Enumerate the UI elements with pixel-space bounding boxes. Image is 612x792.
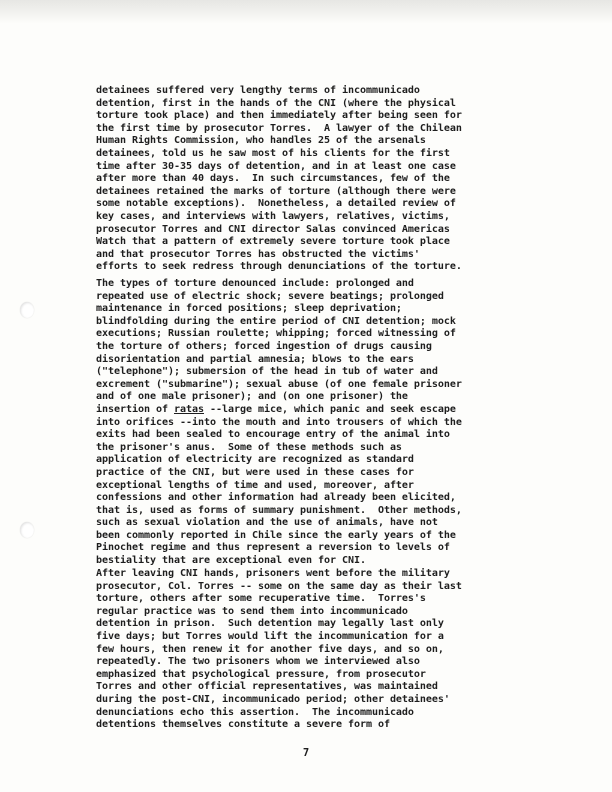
text-line: insertion of ratas --large mice, which panic and seek escape — [96, 403, 456, 415]
text-line: application of electricity are recognized as standard — [96, 454, 414, 466]
text-line: confessions and other information had already been elicited, — [96, 492, 456, 504]
text-line: executions; Russian roulette; whipping; forced witnessing of — [96, 328, 456, 340]
page-number: 7 — [302, 747, 310, 759]
text-line: torture took place) and then immediately after being seen for — [96, 110, 462, 122]
text-line: detainees, told us he saw most of his clients for the first — [96, 147, 450, 159]
text-line: torture, others after some recuperative time. Torres's — [96, 593, 426, 605]
text-line: After leaving CNI hands, prisoners went before the military — [96, 568, 450, 579]
text-line: regular practice was to send them into incommunicado — [96, 605, 408, 617]
text-line: time after 30-35 days of detention, and in at least one case — [96, 160, 456, 172]
text-line: ("telephone"); submersion of the head in tub of water and — [96, 366, 438, 378]
text-line: exits had been sealed to encourage entry of the animal into — [96, 429, 450, 441]
paragraph-incommunicado-detention — [96, 85, 570, 274]
text-line: repeated use of electric shock; severe beatings; prolonged — [96, 290, 444, 302]
text-line: and of one male prisoner); and (on one prisoner) the — [96, 391, 408, 403]
scan-top-edge — [0, 0, 612, 24]
text-line: detention in prison. Such detention may legally last only — [96, 618, 444, 630]
text-line: The types of torture denounced include: prolonged and — [96, 278, 414, 289]
text-line: efforts to seek redress through denunciations of the torture. — [96, 261, 462, 273]
text-line: and that prosecutor Torres has obstructed the victims' — [96, 248, 420, 260]
text-line: denunciations echo this assertion. The incommunicado — [96, 706, 414, 718]
paragraph-after-cni — [96, 568, 570, 732]
text-line: prosecutor, Col. Torres -- some on the same day as their last — [96, 580, 462, 592]
text-line: few hours, then renew it for another five days, and so on, — [96, 643, 444, 655]
text-line: excrement ("submarine"); sexual abuse (of one female prisoner — [96, 378, 462, 390]
text-line: maintenance in forced positions; sleep deprivation; — [96, 303, 402, 315]
punch-hole-upper — [20, 302, 34, 318]
text-line: detainees retained the marks of torture (although there were — [96, 185, 456, 197]
text-line: bestiality that are exceptional even for CNI. — [96, 555, 366, 567]
text-line: key cases, and interviews with lawyers, relatives, victims, — [96, 210, 450, 222]
text-line: the torture of others; forced ingestion of drugs causing — [96, 340, 432, 352]
text-line: that is, used as forms of summary punishment. Other methods, — [96, 504, 462, 516]
underlined-word-ratas: ratas — [173, 403, 204, 415]
text-line: emphasized that psychological pressure, from prosecutor — [96, 668, 426, 680]
text-line: the first time by prosecutor Torres. A lawyer of the Chilean — [96, 122, 462, 134]
text-line: Watch that a pattern of extremely severe torture took place — [96, 236, 450, 248]
text-line: Pinochet regime and thus represent a reversion to levels of — [96, 542, 450, 554]
text-line: into orifices --into the mouth and into trousers of which the — [96, 416, 462, 428]
text-line: exceptional lengths of time and used, moreover, after — [96, 479, 414, 491]
text-line: after more than 40 days. In such circumstances, few of the — [96, 173, 450, 185]
text-line: repeatedly. The two prisoners whom we interviewed also — [96, 656, 420, 668]
text-line: practice of the CNI, but were used in these cases for — [96, 466, 414, 478]
text-line: disorientation and partial amnesia; blows to the ears — [96, 353, 414, 365]
text-line: prosecutor Torres and CNI director Salas convinced Americas — [96, 223, 450, 235]
text-line: detainees suffered very lengthy terms of incommunicado — [96, 85, 420, 96]
text-line: detentions themselves constitute a severe form of — [96, 719, 390, 731]
text-line: detention, first in the hands of the CNI (where the physical — [96, 97, 456, 109]
text-line: blindfolding during the entire period of CNI detention; mock — [96, 315, 456, 327]
text-line: five days; but Torres would lift the incommunication for a — [96, 630, 444, 642]
text-line: during the post-CNI, incommunicado period; other detainees' — [96, 693, 450, 705]
punch-hole-lower — [20, 522, 34, 538]
paragraph-torture-types — [96, 278, 570, 568]
text-line: Torres and other official representatives, was maintained — [96, 681, 438, 693]
text-line: the prisoner's anus. Some of these methods such as — [96, 441, 402, 453]
text-line: been commonly reported in Chile since the early years of the — [96, 529, 456, 541]
text-line: some notable exceptions). Nonetheless, a detailed review of — [96, 198, 456, 210]
text-line: such as sexual violation and the use of animals, have not — [96, 517, 438, 529]
text-line: Human Rights Commission, who handles 25 of the arsenals — [96, 135, 426, 147]
